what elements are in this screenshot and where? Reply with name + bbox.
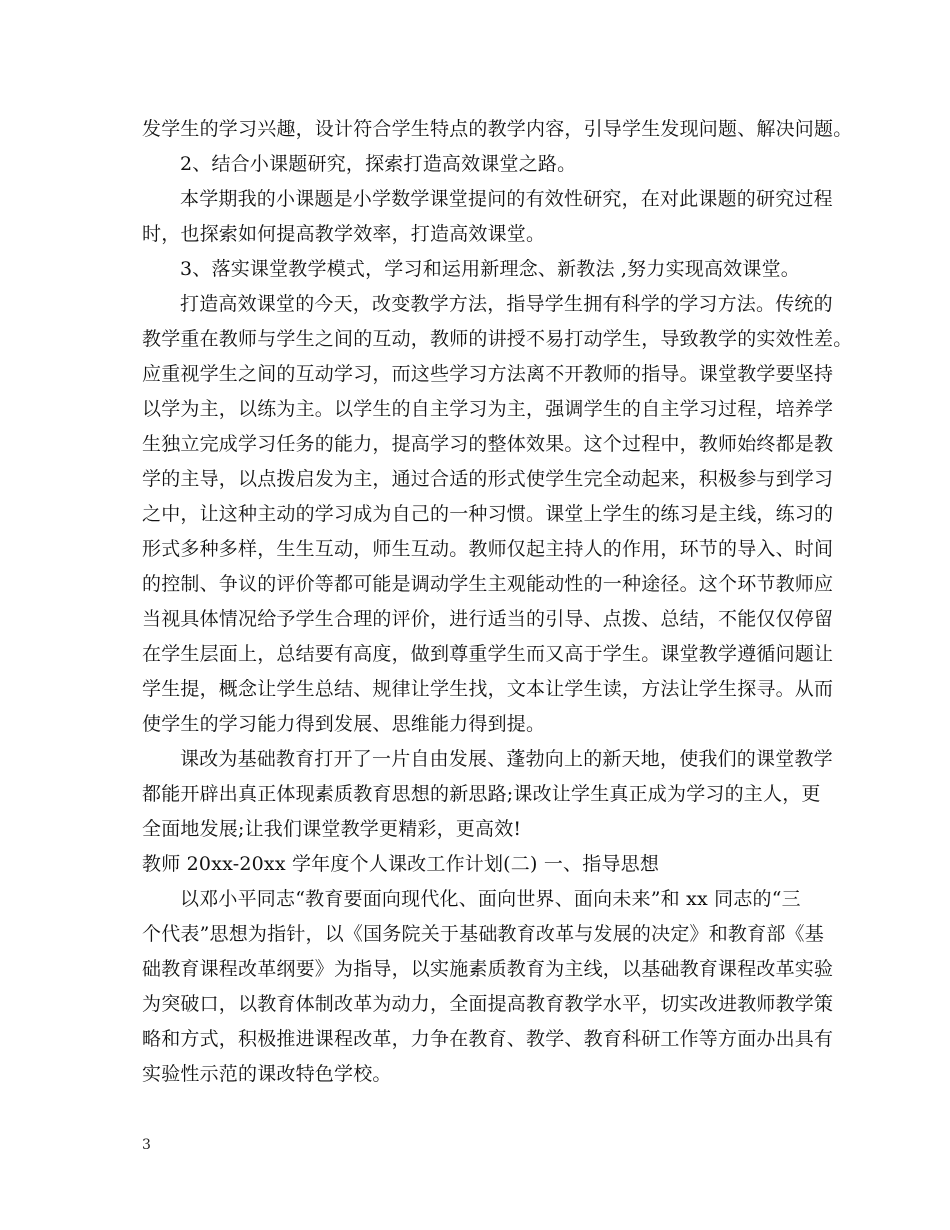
- text-line: 使学生的学习能力得到发展、思维能力得到提。: [142, 713, 546, 735]
- text-line: 发学生的学习兴趣，设计符合学生特点的教学内容，引导学生发现问题、解决问题。: [142, 118, 853, 140]
- text-line: 础教育课程改革纲要》为指导，以实施素质教育为主线，以基础教育课程改革实验: [142, 958, 834, 980]
- text-line: 时，也探索如何提高教学效率，打造高效课堂。: [142, 223, 546, 245]
- text-line: 在学生层面上，总结要有高度，做到尊重学生而又高于学生。课堂教学遵循问题让: [142, 643, 834, 665]
- text-line: 都能开辟出真正体现素质教育思想的新思路;课改让学生真正成为学习的主人，更: [142, 783, 821, 805]
- text-line: 当视具体情况给予学生合理的评价，进行适当的引导、点拨、总结，不能仅仅停留: [142, 608, 834, 630]
- page-number: 3: [142, 1137, 151, 1153]
- text-line: 形式多种多样，生生互动，师生互动。教师仅起主持人的作用，环节的导入、时间: [142, 538, 834, 560]
- text-line: 的控制、争议的评价等都可能是调动学生主观能动性的一种途径。这个环节教师应: [142, 573, 834, 595]
- text-line: 教学重在教师与学生之间的互动，教师的讲授不易打动学生，导致教学的实效性差。: [142, 328, 853, 350]
- text-line: 教师 20xx-20xx 学年度个人课改工作计划(二) 一、指导思想: [142, 853, 660, 875]
- text-line: 以学为主，以练为主。以学生的自主学习为主，强调学生的自主学习过程，培养学: [142, 398, 834, 420]
- text-line: 略和方式，积极推进课程改革，力争在教育、教学、教育科研工作等方面办出具有: [142, 1028, 834, 1050]
- document-body: [142, 112, 853, 1092]
- text-line: 为突破口，以教育体制改革为动力，全面提高教育教学水平，切实改进教师教学策: [142, 993, 834, 1015]
- text-line: 以邓小平同志“教育要面向现代化、面向世界、面向未来”和 xx 同志的“三: [180, 888, 801, 910]
- text-line: 3、落实课堂教学模式，学习和运用新理念、新教法 ,努力实现高效课堂。: [180, 258, 800, 280]
- text-line: 生独立完成学习任务的能力，提高学习的整体效果。这个过程中，教师始终都是教: [142, 433, 834, 455]
- text-line: 打造高效课堂的今天，改变教学方法，指导学生拥有科学的学习方法。传统的: [180, 293, 833, 315]
- text-line: 全面地发展;让我们课堂教学更精彩，更高效!: [142, 818, 522, 840]
- text-line: 个代表”思想为指针，以《国务院关于基础教育改革与发展的决定》和教育部《基: [142, 923, 824, 945]
- text-line: 学生提，概念让学生总结、规律让学生找，文本让学生读，方法让学生探寻。从而: [142, 678, 834, 700]
- text-line: 学的主导，以点拨启发为主，通过合适的形式使学生完全动起来，积极参与到学习: [142, 468, 834, 490]
- text-line: 实验性示范的课改特色学校。: [142, 1063, 392, 1085]
- text-line: 本学期我的小课题是小学数学课堂提问的有效性研究，在对此课题的研究过程: [180, 188, 833, 210]
- text-line: 应重视学生之间的互动学习，而这些学习方法离不开教师的指导。课堂教学要坚持: [142, 363, 834, 385]
- text-line: 课改为基础教育打开了一片自由发展、蓬勃向上的新天地，使我们的课堂教学: [180, 748, 833, 770]
- text-line: 之中，让这种主动的学习成为自己的一种习惯。课堂上学生的练习是主线，练习的: [142, 503, 834, 525]
- text-line: 2、结合小课题研究，探索打造高效课堂之路。: [180, 153, 577, 175]
